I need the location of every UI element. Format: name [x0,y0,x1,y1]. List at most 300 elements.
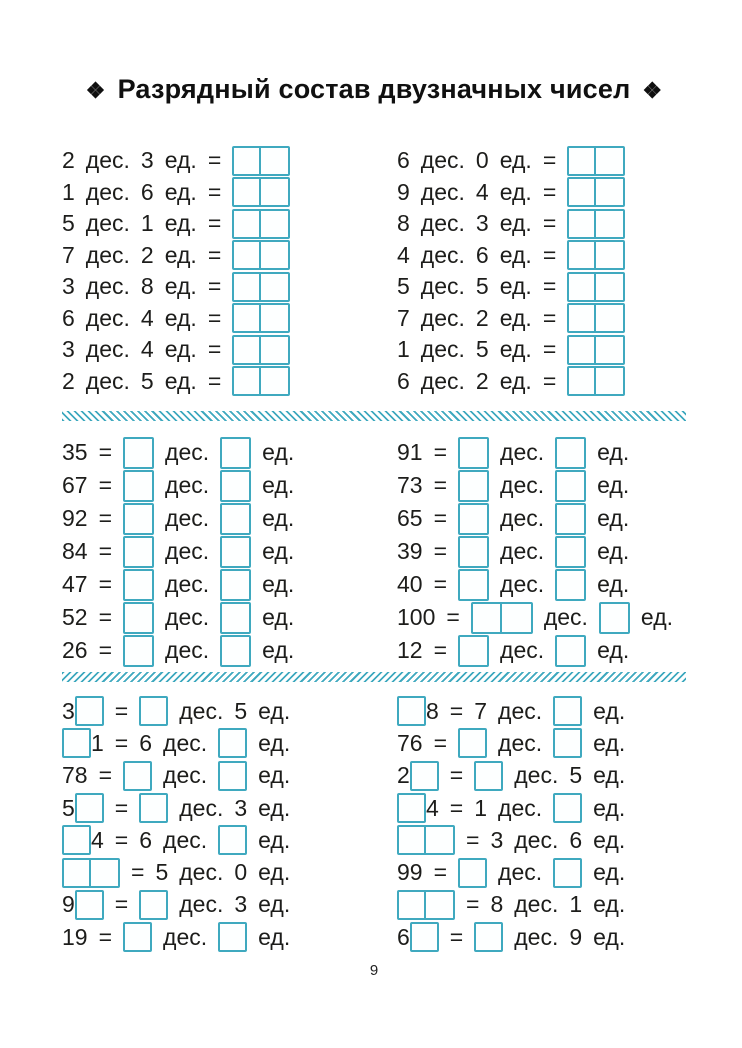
answer-box-double[interactable] [397,825,455,855]
exercise-text: ед. [593,923,626,950]
answer-cell[interactable] [234,337,261,363]
exercise-text: ед. [164,241,197,268]
exercise-row [62,727,351,759]
exercise-row [397,436,686,469]
exercise-text: 6 [569,826,583,853]
exercise-text: 7 [397,304,410,331]
answer-box-double[interactable] [567,146,625,176]
exercise-text: дес. [543,604,588,630]
answer-box[interactable] [220,536,251,568]
answer-cell[interactable] [596,368,623,394]
exercise-text: 9 [397,178,410,205]
exercise-text: ед. [640,604,674,630]
exercise-text: = [207,210,222,237]
exercise-text: 5 [397,273,410,300]
exercise-row [62,366,351,398]
exercise-text: дес. [85,147,130,174]
exercise-text: = [98,604,113,630]
answer-box[interactable] [123,635,154,667]
exercise-text: 7 [474,697,488,724]
exercise-text: дес. [85,336,130,363]
exercise-row [397,535,686,568]
exercise-text: ед. [164,178,197,205]
exercise-text: ед. [499,336,532,363]
exercise-text: ед. [258,891,291,918]
exercise-row [62,695,351,727]
exercise-text: 100 [397,604,436,630]
answer-cell[interactable] [234,305,261,331]
exercise-row [397,145,686,177]
answer-box[interactable] [62,728,91,758]
exercise-text: дес. [163,923,208,950]
exercise-row [62,271,351,303]
exercise-row [397,334,686,366]
answer-box[interactable] [458,635,489,667]
exercise-text: = [433,571,448,597]
diamond-ornament-icon: ❖ [642,77,663,103]
answer-box-double[interactable] [232,366,290,396]
answer-box[interactable] [123,437,154,469]
answer-box-double[interactable] [567,209,625,239]
exercise-text: дес. [500,538,545,564]
section-divider [62,672,686,682]
exercise-text: = [207,273,222,300]
answer-box[interactable] [458,437,489,469]
answer-cell[interactable] [261,242,288,268]
exercise-row [62,601,351,634]
exercise-text: ед. [597,439,630,465]
exercise-row [397,208,686,240]
exercise-text: дес. [163,729,208,756]
answer-box[interactable] [458,858,487,888]
exercise-row [397,760,686,792]
answer-box-double[interactable] [62,858,120,888]
exercise-text: ед. [262,604,295,630]
answer-cell[interactable] [569,242,596,268]
answer-box-double[interactable] [232,335,290,365]
exercise-text: 5 [140,367,154,394]
exercise-text: 3 [234,794,248,821]
answer-box-double[interactable] [567,272,625,302]
answer-cell[interactable] [234,274,261,300]
exercise-text: = [98,439,113,465]
exercise-text: 76 [397,729,423,756]
exercise-row [62,824,351,856]
section3-right-column [397,695,686,953]
exercise-text: 5 [475,273,489,300]
exercise-text: дес. [498,794,543,821]
exercise-text: ед. [593,794,626,821]
exercise-text: ед. [597,637,630,663]
answer-cell[interactable] [261,305,288,331]
answer-box[interactable] [555,437,586,469]
answer-box[interactable] [75,696,104,726]
answer-cell[interactable] [596,274,623,300]
exercise-text: = [542,273,557,300]
exercise-text: дес. [514,891,559,918]
exercise-text: = [98,571,113,597]
exercise-row [397,792,686,824]
exercise-text: = [207,336,222,363]
answer-box[interactable] [555,536,586,568]
exercise-text: 92 [62,505,88,531]
exercise-text: дес. [85,304,130,331]
exercise-row [62,177,351,209]
exercise-text: ед. [164,336,197,363]
exercise-text: ед. [164,147,197,174]
exercise-row [397,824,686,856]
exercise-text: 0 [234,859,248,886]
exercise-row [397,568,686,601]
exercise-text: дес. [498,729,543,756]
exercise-text: дес. [165,439,210,465]
answer-cell[interactable] [234,179,261,205]
answer-box-double[interactable] [567,335,625,365]
answer-box[interactable] [123,536,154,568]
answer-box[interactable] [139,890,168,920]
exercise-text: 3 [62,273,75,300]
answer-box[interactable] [458,503,489,535]
exercise-text: 3 [234,891,248,918]
exercise-text: 2 [140,241,154,268]
answer-cell[interactable] [261,337,288,363]
answer-box[interactable] [218,728,247,758]
answer-box[interactable] [218,825,247,855]
answer-box[interactable] [220,470,251,502]
exercise-text: ед. [262,505,295,531]
answer-box-double[interactable] [567,240,625,270]
answer-cell[interactable] [261,179,288,205]
exercise-text: = [98,923,113,950]
answer-cell[interactable] [596,148,623,174]
exercise-text: = [449,794,464,821]
exercise-text: 6 [475,241,489,268]
answer-cell[interactable] [569,211,596,237]
answer-cell[interactable] [502,604,531,632]
exercise-row [397,889,686,921]
exercise-text: 3 [62,336,75,363]
exercise-text: дес. [500,439,545,465]
exercise-text: = [114,697,129,724]
exercise-text: 3 [490,826,504,853]
answer-box[interactable] [410,761,439,791]
answer-box[interactable] [555,569,586,601]
answer-cell[interactable] [64,860,91,886]
exercise-text: дес. [165,637,210,663]
answer-box-double[interactable] [232,146,290,176]
exercise-text: 4 [140,304,154,331]
exercise-row [397,240,686,272]
answer-box[interactable] [555,470,586,502]
answer-box[interactable] [410,922,439,952]
exercise-text: ед. [262,538,295,564]
answer-box[interactable] [139,696,168,726]
exercise-row [397,634,686,667]
answer-cell[interactable] [569,148,596,174]
answer-box-double[interactable] [471,602,533,634]
exercise-row [397,366,686,398]
exercise-text: дес. [179,794,224,821]
exercise-row [397,303,686,335]
answer-box[interactable] [553,696,582,726]
answer-box[interactable] [553,858,582,888]
answer-box[interactable] [218,922,247,952]
exercise-text: ед. [597,505,630,531]
answer-box[interactable] [75,793,104,823]
answer-cell[interactable] [596,242,623,268]
exercise-text: = [449,923,464,950]
answer-cell[interactable] [596,337,623,363]
page-title-text: Разрядный состав двузначных чисел [117,74,631,104]
exercise-text: 9 [569,923,583,950]
answer-box[interactable] [397,793,426,823]
answer-box[interactable] [123,569,154,601]
exercise-text: ед. [593,826,626,853]
answer-box[interactable] [218,761,247,791]
exercise-text: дес. [514,923,559,950]
exercise-text: = [98,637,113,663]
exercise-text: ед. [164,304,197,331]
answer-box[interactable] [458,470,489,502]
diamond-ornament-icon: ❖ [85,77,106,103]
answer-box[interactable] [599,602,630,634]
exercise-row [62,535,351,568]
exercise-text: 52 [62,604,88,630]
exercise-text: ед. [164,273,197,300]
answer-box[interactable] [220,635,251,667]
exercise-row [62,334,351,366]
exercise-text: = [114,891,129,918]
answer-cell[interactable] [596,305,623,331]
exercise-text: 84 [62,538,88,564]
exercise-text: дес. [420,241,465,268]
answer-cell[interactable] [234,148,261,174]
answer-box[interactable] [458,536,489,568]
answer-cell[interactable] [569,337,596,363]
exercise-text: ед. [593,859,626,886]
exercise-text: = [433,505,448,531]
exercise-row [62,436,351,469]
answer-box[interactable] [220,437,251,469]
exercise-text: 47 [62,571,88,597]
exercise-text: дес. [165,538,210,564]
exercise-row [62,240,351,272]
exercise-text: 8 [397,210,410,237]
exercise-text: дес. [85,273,130,300]
answer-cell[interactable] [234,242,261,268]
exercise-text: = [449,697,464,724]
answer-cell[interactable] [261,148,288,174]
answer-cell[interactable] [569,368,596,394]
answer-cell[interactable] [91,860,118,886]
exercise-text: = [542,210,557,237]
answer-box-double[interactable] [397,890,455,920]
exercise-text: 2 [475,367,489,394]
exercise-text: = [98,505,113,531]
answer-box[interactable] [123,761,152,791]
exercise-text: 6 [397,367,410,394]
answer-cell[interactable] [426,827,453,853]
answer-cell[interactable] [596,211,623,237]
answer-cell[interactable] [234,211,261,237]
exercise-text: 4 [475,178,489,205]
exercise-text: 73 [397,472,423,498]
answer-box[interactable] [474,922,503,952]
exercise-text: ед. [258,729,291,756]
section-mixed-missing-digits [62,695,686,953]
answer-box[interactable] [474,761,503,791]
exercise-text: = [542,178,557,205]
exercise-text: 19 [62,923,88,950]
answer-box-double[interactable] [232,240,290,270]
answer-box-double[interactable] [232,272,290,302]
answer-cell[interactable] [473,604,502,632]
answer-box-double[interactable] [232,303,290,333]
answer-cell[interactable] [569,274,596,300]
answer-cell[interactable] [234,368,261,394]
exercise-text: дес. [179,697,224,724]
exercise-row [397,695,686,727]
exercise-text: дес. [420,367,465,394]
exercise-text: = [433,472,448,498]
answer-box[interactable] [458,569,489,601]
exercise-row [62,469,351,502]
answer-box[interactable] [397,696,426,726]
answer-cell[interactable] [569,179,596,205]
answer-box[interactable] [458,728,487,758]
answer-box[interactable] [553,793,582,823]
exercise-text: дес. [498,859,543,886]
exercise-text: ед. [258,923,291,950]
exercise-text: дес. [163,826,208,853]
answer-box[interactable] [555,635,586,667]
answer-cell[interactable] [399,892,426,918]
exercise-text: = [433,859,448,886]
section-divider [62,411,686,421]
section1-left-column [62,145,351,397]
answer-cell[interactable] [569,305,596,331]
exercise-text: дес. [500,637,545,663]
exercise-text: 39 [397,538,423,564]
exercise-text: 1 [569,891,583,918]
section-tens-units-to-number [62,145,686,397]
exercise-text: ед. [593,729,626,756]
exercise-text: ед. [164,367,197,394]
exercise-text: дес. [420,273,465,300]
exercise-text: = [98,762,113,789]
exercise-text: 2 [475,304,489,331]
exercise-text: ед. [258,762,291,789]
answer-box-double[interactable] [567,303,625,333]
exercise-text: 1 [397,336,410,363]
exercise-text: = [542,336,557,363]
exercise-text: 67 [62,472,88,498]
exercise-text: ед. [499,241,532,268]
answer-box[interactable] [75,890,104,920]
exercise-text: 5 [234,697,248,724]
exercise-text: 0 [475,147,489,174]
exercise-text: 99 [397,859,423,886]
exercise-text: = [207,367,222,394]
answer-box-double[interactable] [567,177,625,207]
exercise-text: дес. [85,241,130,268]
exercise-text: 5 [62,210,75,237]
answer-box[interactable] [555,503,586,535]
exercise-text: 65 [397,505,423,531]
answer-box-double[interactable] [567,366,625,396]
exercise-text: дес. [498,697,543,724]
exercise-text: 1 [474,794,488,821]
exercise-text: 2 [397,762,410,789]
exercise-text: = [98,538,113,564]
exercise-text: дес. [500,505,545,531]
exercise-text: 4 [397,241,410,268]
exercise-row [62,208,351,240]
exercise-text: ед. [499,367,532,394]
exercise-text: дес. [165,505,210,531]
exercise-row [397,727,686,759]
section-number-to-tens-units [62,436,686,667]
exercise-text: = [114,826,129,853]
answer-box[interactable] [553,728,582,758]
answer-box[interactable] [220,569,251,601]
exercise-text: ед. [499,304,532,331]
exercise-text: = [207,147,222,174]
exercise-text: дес. [500,571,545,597]
answer-box-double[interactable] [232,209,290,239]
exercise-text: = [433,439,448,465]
exercise-text: 3 [475,210,489,237]
exercise-text: ед. [593,762,626,789]
exercise-text: = [542,147,557,174]
answer-box[interactable] [123,922,152,952]
page-number: 9 [369,962,379,980]
exercise-text: = [466,891,480,918]
exercise-row [397,601,686,634]
exercise-row [62,792,351,824]
answer-box[interactable] [62,825,91,855]
exercise-text: дес. [85,367,130,394]
exercise-row [397,469,686,502]
exercise-text: 6 [139,826,153,853]
answer-box-double[interactable] [232,177,290,207]
answer-box[interactable] [139,793,168,823]
exercise-text: 5 [475,336,489,363]
exercise-text: = [114,729,129,756]
answer-box[interactable] [123,602,154,634]
answer-box[interactable] [220,602,251,634]
answer-cell[interactable] [426,892,453,918]
exercise-text: дес. [500,472,545,498]
exercise-text: 2 [62,147,75,174]
exercise-text: 1 [91,729,104,756]
exercise-text: 9 [62,891,75,918]
answer-cell[interactable] [596,179,623,205]
answer-cell[interactable] [261,368,288,394]
answer-cell[interactable] [261,211,288,237]
answer-box[interactable] [123,503,154,535]
answer-box[interactable] [220,503,251,535]
answer-cell[interactable] [261,274,288,300]
answer-cell[interactable] [399,827,426,853]
exercise-text: дес. [514,762,559,789]
exercise-text: ед. [593,891,626,918]
exercise-text: 78 [62,762,88,789]
exercise-text: = [433,538,448,564]
exercise-text: = [433,637,448,663]
answer-box[interactable] [123,470,154,502]
exercise-text: ед. [262,571,295,597]
